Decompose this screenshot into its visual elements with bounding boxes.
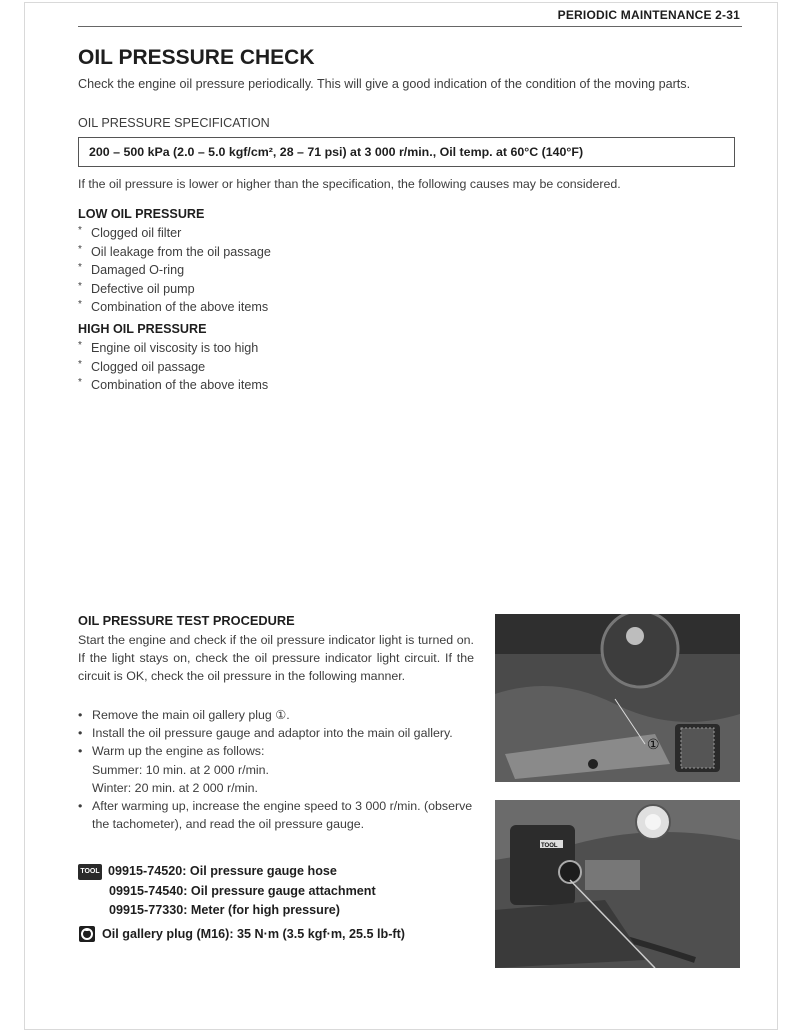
engine-photo-plug xyxy=(495,614,740,782)
procedure-step: • Install the oil pressure gauge and adaptor into the main oil gallery. xyxy=(78,726,453,741)
warmup-summer: Summer: 10 min. at 2 000 r/min. xyxy=(92,762,269,777)
special-tools xyxy=(78,862,376,921)
causes-note: If the oil pressure is lower or higher than the specification, the following causes may be considered. xyxy=(78,177,621,191)
warmup-winter: Winter: 20 min. at 2 000 r/min. xyxy=(92,780,258,795)
procedure-text: Start the engine and check if the oil pressure indicator light is turned on. If the light stays on, check the oil pressure indicator light circuit. If the circuit is OK, check the oil pressure in the following manner. xyxy=(78,633,474,684)
photo-tool-tag: TOOL xyxy=(541,843,558,849)
engine-photo-gauge xyxy=(495,800,740,968)
list-item: * Damaged O-ring xyxy=(78,262,185,277)
list-item: * Clogged oil filter xyxy=(78,225,182,240)
list-item: * Combination of the above items xyxy=(78,377,269,392)
low-pressure-list xyxy=(78,224,271,317)
high-pressure-list xyxy=(78,339,268,395)
list-item: * Combination of the above items xyxy=(78,299,269,314)
tool-row: TOOL 09915-74520: Oil pressure gauge hose xyxy=(78,862,376,882)
list-item: * Defective oil pump xyxy=(78,280,195,296)
tool-row: 09915-74540: Oil pressure gauge attachment xyxy=(109,883,376,898)
tool-row: 09915-77330: Meter (for high pressure) xyxy=(109,903,340,917)
procedure-step: • Remove the main oil gallery plug ①. xyxy=(78,708,290,722)
low-pressure-heading: LOW OIL PRESSURE xyxy=(78,207,205,221)
spec-value: 200 – 500 kPa (2.0 – 5.0 kgf/cm², 28 – 71 psi) at 3 000 r/min., Oil temp. at 60°C (140°F) xyxy=(89,145,584,159)
procedure-steps xyxy=(78,706,478,833)
spec-label: OIL PRESSURE SPECIFICATION xyxy=(78,116,270,130)
procedure-heading: OIL PRESSURE TEST PROCEDURE xyxy=(78,613,295,628)
running-header: PERIODIC MAINTENANCE 2-31 xyxy=(557,8,740,22)
page-title: OIL PRESSURE CHECK xyxy=(78,46,315,69)
list-item: * Engine oil viscosity is too high xyxy=(78,340,259,355)
tool-icon: TOOL xyxy=(78,864,102,880)
intro-paragraph: Check the engine oil pressure periodically. This will give a good indication of the condition of the moving parts. xyxy=(78,77,691,91)
high-pressure-heading: HIGH OIL PRESSURE xyxy=(78,322,207,336)
header-rule xyxy=(78,26,742,27)
list-item: * Oil leakage from the oil passage xyxy=(78,243,271,259)
torque-wrench-icon xyxy=(78,925,96,943)
spec-box xyxy=(78,137,735,167)
procedure-step: • After warming up, increase the engine speed to 3 000 r/min. (observe the tachometer), and read the oil pressure gauge. xyxy=(78,799,473,832)
torque-spec: Oil gallery plug (M16): 35 N·m (3.5 kgf·m, 25.5 lb-ft) xyxy=(78,925,405,943)
list-item: * Clogged oil passage xyxy=(78,358,206,374)
callout-marker: ① xyxy=(647,736,660,752)
procedure-step: • Warm up the engine as follows: Summer: 10 min. at 2 000 r/min. Winter: 20 min. at 2 000 r/min. xyxy=(78,742,478,797)
